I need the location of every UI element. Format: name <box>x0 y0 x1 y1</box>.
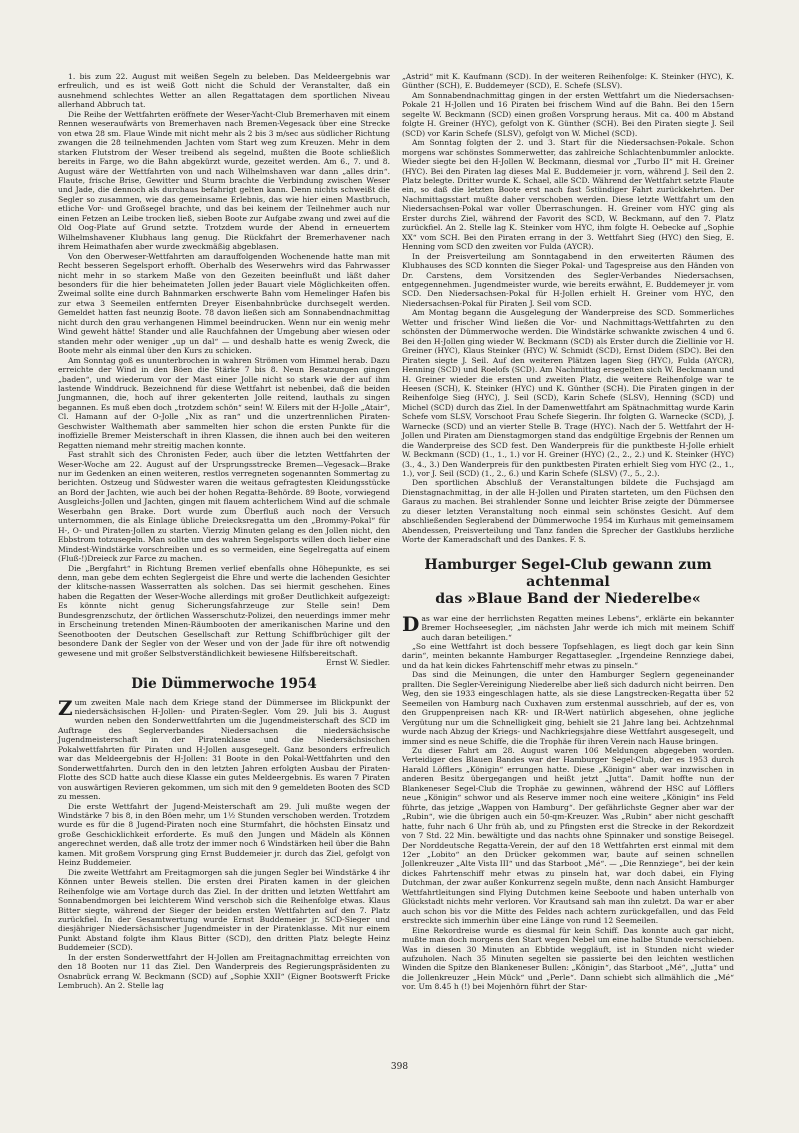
paragraph: Die „Bergfahrt“ in Richtung Bremen verlief ebenfalls ohne Höhepunkte, es sei denn, man gebe dem echten Seglergeist die Ehre und werte die lachenden Gesichter der klitsche-nassen Wasserratten als solchen. Das sei hiermit geschehen. Eines haben die Regatten der Weser-Woche allerdings mit großer Deutlichkeit aufgezeigt: Es könnte nicht genug Sicherungsfahrzeuge zur Stelle sein! Dem Bundesgrenzschutz, der örtlichen Wasserschutz-Polizei, den neuerdings immer mehr in Erscheinung tretenden Minen-Räumbooten der amerikanischen Marine und den Seenotbooten der Deutschen Gesellschaft zur Rettung Schiffbrüchiger gilt der besondere Dank der Segler von der Weser und von der Jade für ihre oft notwendig gewesene und mit großer Selbstverständlichkeit bewiesene Hilfsbereitschaft. <box>58 563 390 658</box>
author-signature: Ernst W. Siedler. <box>326 658 390 668</box>
headline-line-1: Hamburger Segel-Club gewann zum achtenmal <box>424 556 712 590</box>
paragraph: Von den Oberweser-Wettfahrten am darauffolgenden Wochenende hatte man mit Recht besseren Segelsport erhofft. Oberhalb des Weserwehrs wird das Fahrwasser nicht mehr in so starkem Maße von den Gezeiten beeinflußt und läßt daher besonders für die hier beheimateten Jollen jeder Bauart viele Möglichkeiten offen. Zweimal sollte eine durch Bahnmarken erschwerte Bahn vom Hemelinger Hafen bis zur etwa 3 Seemeilen entfernten Dreyer Eisenbahnbrücke durchsegelt werden. Gemeldet hatten fast neunzig Boote. 78 davon ließen sich am Sonnabendnachmittag nicht durch den grau verhangenen Himmel beeindrucken. Wenn nur ein wenig mehr Wind geweht hätte! Stander und alle Rauchfahnen der Umgebung aber wiesen oder standen mehr oder weniger „up un dal“ — und deshalb hatte es wenig Zweck, die Boote mehr als einmal über den Kurs zu schicken. <box>58 251 390 356</box>
lead-paragraph-text: um zweiten Male nach dem Kriege stand der Dümmersee im Blickpunkt der niedersächsischen H-Jollen- und Piraten-Segler. Vom 29. Juli bis 3. August wurden neben den Sonderwettfahrten um die Jugendmeisterschaft des SCD im Auftrage des Seglerverbandes Niedersachsen die niedersächsische Jugendmeisterschaft in der Piratenklasse und die Niedersächsischen Pokalwettfahrten für Piraten und H-Jollen ausgesegelt. Ganz besonders erfreulich war das Meldeergebnis der H-Jollen: 31 Boote in den Pokal-Wettfahrten und den Sonderwettfahrten. Durch den in den letzten Jahren erfolgten Ausbau der Piraten-Flotte des SCD hatte auch diese Klasse ein gutes Meldeergebnis. Es waren 7 Piraten von auswärtigen Revieren gekommen, um sich mit den 9 gemeldeten Booten des SCD zu messen. <box>58 697 390 802</box>
left-column <box>58 72 390 991</box>
duemmerwoche-paragraphs <box>58 802 390 991</box>
article-lead-paragraph <box>402 611 734 642</box>
paragraph: 1. bis zum 22. August mit weißen Segeln zu beleben. Das Meldeergebnis war erfreulich, und es ist weiß Gott nicht die Schuld der Veranstalter, daß ein ausnehmend schlechtes Wetter an allen Regattatagen dem sportlichen Niveau allerhand Abbruch tat. <box>58 72 390 110</box>
paragraph: Den sportlichen Abschluß der Veranstaltungen bildete die Fuchsjagd am Dienstagnachmittag, in der alle H-Jollen und Piraten starteten, um den Füchsen den Garaus zu machen. Bei strahlender Sonne und leichter Brise zeigte der Dümmersee zu dieser letzten Veranstaltung noch einmal sein schönstes Gesicht. Auf dem abschließenden Seglerabend der Dümmerwoche 1954 im Kurhaus mit gemeinsamem Abendessen, Preisverteilung und Tanz fanden die Sprecher der Gastklubs herzliche Worte der Kameradschaft und des Dankes. F. S. <box>402 478 734 545</box>
paragraph: Die erste Wettfahrt der Jugend-Meisterschaft am 29. Juli mußte wegen der Windstärke 7 bis 8, in den Böen mehr, um 1½ Stunden verschoben werden. Trotzdem wurde es für die 8 Jugend-Piraten noch eine Sturmfahrt, die höchsten Einsatz und große Geschicklichkeit erforderte. Es muß den Jungen und Mädeln als Können angerechnet werden, daß alle trotz der immer noch 6 Windstärken heil über die Bahn kamen. Mit großem Vorsprung ging Ernst Buddemeier jr. durch das Ziel, gefolgt von Heinz Buddemeier. <box>58 801 390 868</box>
headline-duemmerwoche: Die Dümmerwoche 1954 <box>131 675 317 692</box>
blaues-band-paragraphs <box>402 642 734 992</box>
paragraph: Am Sonntag folgten der 2. und 3. Start für die Niedersachsen-Pokale. Schon morgens war schönstes Sommerwetter, das zahlreiche Schlachtenbummler anlockte. Wieder siegte bei den H-Jollen W. Beckmann, diesmal vor „Turbo II“ mit H. Greiner (HYC). Bei den Piraten lag dieses Mal E. Buddemeier jr. vorn, während J. Seil den 2. Platz belegte. Dritter wurde K. Schael, alle SCD. Während der Wettfahrt setzte Flaute ein, so daß die letzten Boote erst nach fast 5stündiger Fahrt zurückkehrten. Der Nachmittagsstart mußte daher verschoben werden. Diese letzte Wettfahrt um den Niedersachsen-Pokal war voller Überraschungen. H. Greiner vom HYC ging als Erster durchs Ziel, während der Favorit des SCD, W. Beckmann, auf den 7. Platz zurückfiel. An 2. Stelle lag K. Steinker vom HYC, ihm folgte H. Oebecke auf „Sophie XX“ vom SCH. Bei den Piraten errang in der 3. Wettfahrt Sieg (HYC) den Sieg, E. Henning vom SCD den zweiten vor Fulda (AYCR). <box>402 138 734 252</box>
lead-paragraph-text: as war eine der herrlichsten Regatten meines Lebens“, erklärte ein bekannter Bremer Hochseesegler, „im nächsten Jahr werde ich mich mit meinem Schiff auch daran beteiligen.“ <box>421 613 734 642</box>
paragraph: Die zweite Wettfahrt am Freitagmorgen sah die jungen Segler bei Windstärke 4 ihr Können unter Beweis stellen. Die ersten drei Piraten kamen in der gleichen Reihenfolge wie am Vortage durch das Ziel. In der dritten und letzten Wettfahrt am Sonnabendmorgen bei leichterem Wind verschob sich die Reihenfolge etwas. Klaus Bitter siegte, während der Sieger der beiden ersten Wettfahrten auf den 7. Platz zurückfiel. In der Gesamtwertung wurde Ernst Buddemeier jr. SCD-Sieger und diesjähriger Niedersächsischer Jugendmeister in der Piratenklasse. Mit nur einem Punkt Abstand folgte ihm Klaus Bitter (SCD), den dritten Platz belegte Heinz Buddemeier (SCD). <box>58 867 390 953</box>
paragraph: Das sind die Meinungen, die unter den Hamburger Seglern gegeneinander prallten. Die Segler-Vereinigung Niederelbe aber ließ sich dadurch nicht beirren. Den Weg, den sie 1933 eingeschlagen hatte, als sie diese Langstrecken-Regatta über 52 Seemeilen von Hamburg nach Cuxhaven zum erstenmal ausschrieb, auf der es, von den Gruppenpreisen nach KR- und IR-Wert natürlich abgesehen, ohne jegliche Vergütung nur um die Schnelligkeit ging, behielt sie 21 Jahre lang bei. Achtzehnmal wurde nach Abzug der Kriegs- und Nachkriegsjahre diese Wettfahrt ausgesegelt, und immer sind es neue Schiffe, die die Trophäe für ihren Verein nach Hause bringen. <box>402 670 734 746</box>
paragraph: Fast strahlt sich des Chronisten Feder, auch über die letzten Wettfahrten der Weser-Woche am 22. August auf der Ursprungsstrecke Bremen—Vegesack—Brake nur im Gedenken an einen weiteren, restlos verregneten sogenannten Sommertag zu berichten. Ostzeug und Südwester waren die weitaus gefragtesten Kleidungsstücke an Bord der Jachten, wie auch bei der hohen Regatta-Behörde. 89 Boote, vorwiegend Ausgleichs-Jollen und Jachten, gingen mit flauem achterlichem Wind auf die schmale Weserbahn gen Brake. Dort wurde zum Überfluß auch noch der Versuch unternommen, die als Einlage übliche Dreiecksregatta um den „Brommy-Pokal“ für H-, O- und Piraten-Jollen zu starten. Vierzig Minuten gelang es den Jollen nicht, den Ebbstrom totzusegeln. Man sollte um des wahren Segelsports willen doch lieber eine Mindest-Windstärke vorschreiben und es so vermeiden, eine Segelregatta auf einem (Fluß-!)Dreieck zur Farce zu machen. <box>58 450 390 564</box>
article-lead-paragraph <box>58 695 390 802</box>
right-column <box>402 72 734 992</box>
paragraph: Am Montag begann die Ausgelegung der Wanderpreise des SCD. Sommerliches Wetter und frischer Wind ließen die Vor- und Nachmittags-Wettfahrten zu den schönsten der Dümmerwoche werden. Die Windstärke schwankte zwischen 4 und 6. Bei den H-Jollen ging wieder W. Beckmann (SCD) als Erster durch die Ziellinie vor H. Greiner (HYC), Klaus Steinker (HYC) W. Schmidt (SCD), Ernst Didem (SDC). Bei den Piraten siegte J. Seil. Auf den weiteren Plätzen lagen Sieg (HYC), Fulda (AYCR), Henning (SCD) und Roelofs (SCD). Am Nachmittag ersegelten sich W. Beckmann und H. Greiner wieder die ersten und zweiten Platz, die weitere Reihenfolge war te Heesen (SCH), K. Steinker (HYC) und K. Günther (SCH). Die Piraten gingen in der Reihenfolge Sieg (HYC), J. Seil (SCD), Karin Schefe (SLSV), Henning (SCD) und Michel (SCD) durch das Ziel. In der Damenwettfahrt am Spätnachmittag wurde Karin Schefe vom SLSV, Vorschoot Frau Schefe Siegerin. Ihr folgten G. Warnecke (SCD), J. Warnecke (SCD) und an vierter Stelle B. Trage (HYC). Nach der 5. Wettfahrt der H-Jollen und Piraten am Dienstagmorgen stand das endgültige Ergebnis der Rennen um die Wanderpreise des SCD fest. Den Wanderpreis für die punktbeste H-Jolle erhielt W. Beckmann (SCD) (1., 1., 1.) vor H. Greiner (HYC) (2., 2., 2.) und K. Steinker (HYC) (3., 4., 3.) Den Wanderpreis für den punktbesten Piraten erhielt Sieg vom HYC (2., 1., 1.), vor J. Seil (SCD) (1., 2., 6.) und Karin Schefe (SLSV) (7., 5., 2.). <box>402 308 734 479</box>
continuation-paragraph: „Astrid“ mit K. Kaufmann (SCD). In der weiteren Reihenfolge: K. Steinker (HYC), K. Günther (SCH), E. Buddemeyer (SCD), E. Schefe (SLSV). <box>402 72 734 91</box>
paragraph: In der ersten Sonderwettfahrt der H-Jollen am Freitagnachmittag erreichten von den 18 Booten nur 11 das Ziel. Den Wanderpreis des Regierungspräsidenten zu Osnabrück errang W. Beckmann (SCD) auf „Sophie XXII“ (Eigner Bootswerft Fricke Lembruch). An 2. Stelle lag <box>58 952 390 991</box>
dropcap-letter: D <box>402 611 420 636</box>
dropcap-letter: Z <box>58 695 73 720</box>
weser-woche-article <box>58 72 390 658</box>
paragraph: Am Sonntag goß es ununterbrochen in wahren Strömen vom Himmel herab. Dazu erreichte der Wind in den Böen die Stärke 7 bis 8. Neun Besatzungen gingen „baden“, und wiederum vor der Mast einer Jolle nicht so stark wie der auf ihm lastende Winddruck. Bezeichnend für diese Wettfahrt ist nebenbei, daß die beiden Jungmannen, die, hoch auf ihrer gekenterten Jolle reitend, lauthals zu singen begannen. Es muß eben doch „trotzdem schön“ sein! W. Eilers mit der H-Jolle „Atair“, Cl. Hamann auf der O-Jolle „Nix as ran“ und die unzertrennlichen Piraten-Geschwister Walthemath aber sammelten hier schon die ersten Punkte für die inoffizielle Bremer Meisterschaft in ihren Klassen, die ihnen auch bei den weiteren Regatten niemand mehr streitig machen konnte. <box>58 355 390 450</box>
paragraph: Die Reihe der Wettfahrten eröffnete der Weser-Yacht-Club Bremerhaven mit einem Rennen weseraufwärts von Bremerhaven nach Bremen-Vegesack über eine Strecke von etwa 28 sm. Flaue Winde mit nicht mehr als 2 bis 3 m/sec aus südlicher Richtung zwangen die 28 teilnehmenden Jachten vom Start weg zum Kreuzen. Mehr in dem starken Flutstrom der Weser treibend als segelnd, mußten die Boote schließlich bereits in Farge, wo die Bahn abgekürzt wurde, gezeitet werden. Am 6., 7. und 8. August wäre der Wettfahrten von und nach Wilhelmshaven war dann „alles drin“. Flaute, frische Brise, Gewitter und Sturm brachte die Verbindung zwischen Weser und Jade, die dennoch als durchaus befahrigt gelten kann. Denn nichts schweißt die Segler so zusammen, wie das gemeinsame Erlebnis, das wie hier einen Mastbruch, etliche Vor- und Großsegel brachte, und das bei keinem der Teilnehmer auch nur einen Fetzen an Leibe trocken ließ, sieben Boote zur Aufgabe zwang und zwei auf die Old Oog-Plate auf Grund setzte. Trotzdem wurde der Abend in erneuertem Wilhelmshavener Klubhaus lang genug. Die Rückfahrt der Bremerhavener nach ihrem Heimathafen aber wurde zweckmäßig abgeblasen. <box>58 109 390 252</box>
paragraph: Eine Rekordreise wurde es diesmal für kein Schiff. Das konnte auch gar nicht, mußte man doch morgens den Start wegen Nebel um eine halbe Stunde verschieben. Was in diesen 30 Minuten an Ebbtide weggläuft, ist in Stunden nicht wieder aufzuholen. Nach 35 Minuten segelten sie passierte bei den leichten westlichen Winden die Spitze den Blankeneser Bullen: „Königin“, das Starboot „Mé“, „Jutta“ und die Jollenkreuzer „Hein Mück“ und „Perle“. Dann schiebt sich allmählich die „Mé“ vor. Um 8.45 h (!) bei Mojenhörn führt der Star- <box>402 925 734 992</box>
paragraph: In der Preisverteilung am Sonntagabend in den erweiterten Räumen des Klubhauses des SCD konnten die Sieger Pokal- und Tagespreise aus den Händen von Dr. Carstens, dem Vorsitzenden des Segler-Verbandes Niedersachsen, entgegennehmen. Jugendmeister wurde, wie bereits erwähnt, E. Buddemeyer jr. vom SCD. Den Niedersachsen-Pokal für H-Jollen erhielt H. Greiner vom HYC, den Niedersachsen-Pokal für Piraten J. Seil vom SCD. <box>402 251 734 308</box>
duemmerwoche-article <box>58 695 390 991</box>
headline-blaues-band <box>402 557 734 608</box>
page-number: 398 <box>390 1062 409 1072</box>
paragraph: „So eine Wettfahrt ist doch bessere Topfsehlagen, es liegt doch gar kein Sinn darin“, meinten bekannte Hamburger Regattasegler. „Irgendeine Rennziege dabei, und da hat kein dickes Fahrtenschiff mehr etwas zu pinseln.“ <box>402 642 734 670</box>
paragraph: Am Sonnabendnachmittag gingen in der ersten Wettfahrt um die Niedersachsen-Pokale 21 H-Jollen und 16 Piraten bei frischem Wind auf die Bahn. Bei den 15ern segelte W. Beckmann (SCD) einen großen Vorsprung heraus. Mit ca. 400 m Abstand folgte H. Greiner (HYC), gefolgt von K. Günther (SCH). Bei den Piraten siegte J. Seil (SCD) vor Karin Schefe (SLSV), gefolgt von W. Michel (SCD). <box>402 90 734 138</box>
headline-line-2: das »Blaue Band der Niederelbe« <box>435 590 701 607</box>
paragraph: Zu dieser Fahrt am 28. August waren 106 Meldungen abgegeben worden. Verteidiger des Blauen Bandes war der Hamburger Segel-Club, der es 1953 durch Harald Löfflers „Königin“ errungen hatte. Diese „Königin“ aber war inzwischen in anderen Besitz übergegangen und heißt jetzt „Jutta“. Damit hoffte nun der Blankeneser Segel-Club die Trophäe zu gewinnen, während der HSC auf Löfflers neue „Königin“ schwor und als Reserve immer noch eine weitere „Königin“ ins Feld führte, das jetzige „Wappen von Hamburg“. Der gefährlichste Gegner aber war der „Rubin“, wie die übrigen auch ein 50-qm-Kreuzer. Was „Rubin“ aber nicht geschafft hatte, fuhr nach 6 Uhr früh ab, und zu Pfingsten erst die Strecke in der Rekordzeit von 7 Std. 22 Min. bewältigte und das nachts ohne Spinnaker und sonstige Beisegel. Der Norddeutsche Regatta-Verein, der auf den 18 Wettfahrten erst einmal mit dem 12er „Lobito“ an den Drücker gekommen war, baute auf seinen schnellen Jollenkreuzer „Alte Vista III“ und das Starboot „Mé“. — „Die Rennziege“, bei der kein dickes Fahrtenschiff mehr etwas zu pinseln hat, war doch dabei, ein Flying Dutchman, der zwar außer Konkurrenz segeln mußte, denn nach Ansicht Hamburger Wettfahrtleitungen sind Flying Dutchmen keine Seeboote und haben unterhalb von Glückstadt nichts mehr verloren. Vor Krautsand sah man ihn zuletzt. Da war er aber auch schon bis vor die Mitte des Feldes nach achtern zurückgefallen, und das Feld erstreckte sich immerhin über eine Länge von rund 12 Seemeilen. <box>402 746 734 926</box>
duemmerwoche-continued <box>402 91 734 545</box>
blaues-band-article <box>402 611 734 992</box>
